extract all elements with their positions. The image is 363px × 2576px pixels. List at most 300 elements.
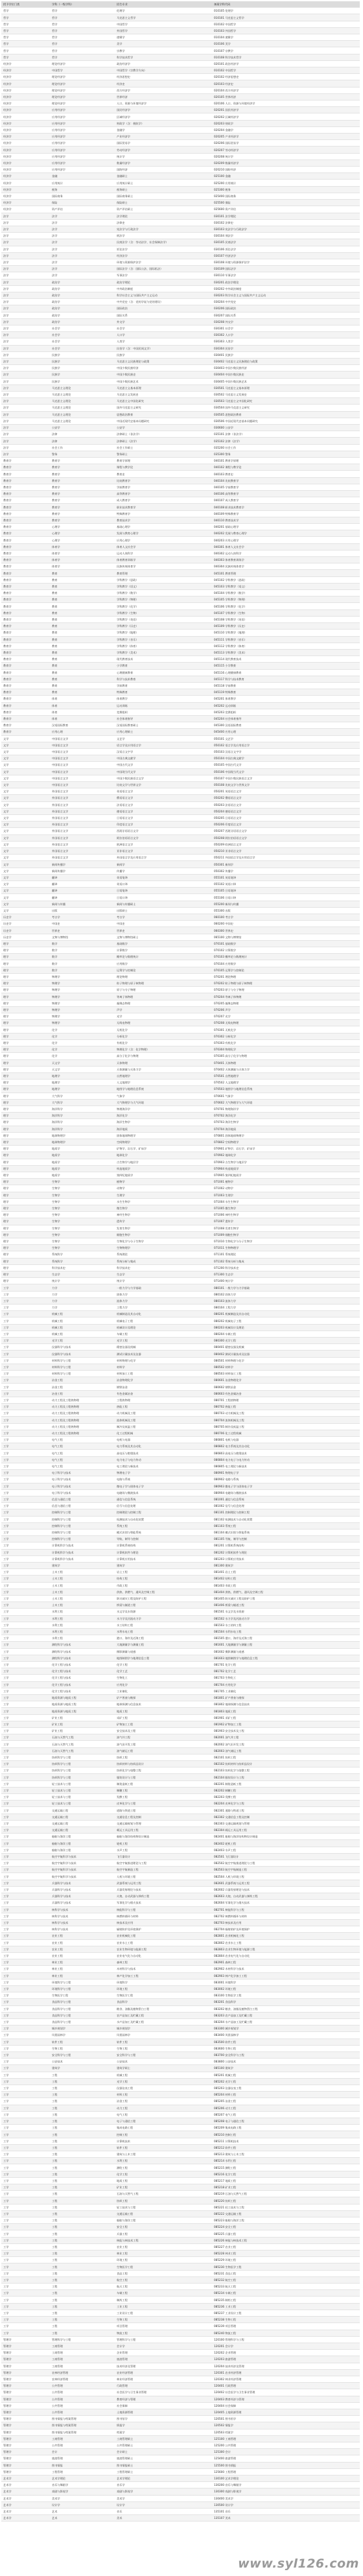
cell-discipline-code: 082902 木材科学与技术 (212, 1966, 360, 1972)
table-row (1, 1020, 360, 1026)
cell-discipline: 光学工程 (50, 1338, 115, 1344)
cell-discipline: 工程 (50, 2303, 115, 2310)
cell-major: 民族传统体育学 (115, 563, 212, 570)
cell-discipline-code: 080904 电磁场与微波技术 (212, 1489, 360, 1496)
cell-degree-category: 工学 (1, 1437, 50, 1443)
table-row (1, 305, 360, 312)
cell-major: 农业生物环境与能源工程 (115, 1946, 212, 1952)
cell-discipline: 天文学 (50, 1066, 115, 1072)
cell-major: 运动人体科学 (115, 550, 212, 556)
cell-major: 逻辑学 (115, 34, 212, 41)
cell-discipline: 矿业工程 (50, 1728, 115, 1734)
cell-degree-category: 理学 (1, 1264, 50, 1271)
cell-degree-category: 教育学 (1, 603, 50, 609)
table-row (1, 1893, 360, 1900)
cell-degree-category: 工学 (1, 1734, 50, 1741)
cell-discipline-code: 082403 水声工程 (212, 1847, 360, 1853)
table-row (1, 1695, 360, 1701)
cell-discipline-code: 010106 美学 (212, 41, 360, 47)
cell-major: 学科教学（化学） (115, 603, 212, 609)
cell-discipline-code: 085212 软件工程 (212, 2144, 360, 2151)
cell-discipline: 电子科学与技术 (50, 1483, 115, 1489)
table-row (1, 1165, 360, 1172)
cell-discipline-code: 030207 国际关系 (212, 312, 360, 318)
cell-major: 国际政治 (115, 305, 212, 312)
cell-discipline: 马克思主义理论 (50, 411, 115, 418)
table-row (1, 279, 360, 285)
cell-discipline-code: 045104 学科教学（数学） (212, 590, 360, 597)
cell-discipline-code: 085231 食品工程 (212, 2270, 360, 2276)
cell-discipline: 物理学 (50, 1000, 115, 1006)
cell-discipline: 航空宇航科学与技术 (50, 1867, 115, 1873)
cell-major: 农业电气化与自动化 (115, 1952, 212, 1959)
cell-major: 生物工程 (115, 2045, 212, 2051)
cell-discipline-code: 045106 学科教学（化学） (212, 603, 360, 609)
cell-discipline: 机械工程 (50, 1324, 115, 1330)
cell-major: 地质工程 (115, 2177, 212, 2184)
cell-discipline: 化学 (50, 1039, 115, 1046)
cell-discipline-code: 081704 应用化学 (212, 1681, 360, 1688)
cell-discipline-code: 070602 大气物理学与大气环境 (212, 1099, 360, 1105)
cell-discipline: 工程 (50, 2144, 115, 2151)
cell-discipline: 民族学 (50, 378, 115, 384)
cell-discipline-code: 050106 中国现当代文学 (212, 768, 360, 775)
cell-discipline: 计算机科学与技术 (50, 1542, 115, 1549)
cell-major: 天体物理 (115, 1059, 212, 1066)
cell-discipline-code: 120404 社会保障 (212, 2402, 360, 2409)
table-row (1, 609, 360, 616)
cell-major: 音乐 (115, 2508, 212, 2514)
cell-major: 航天工程 (115, 2284, 212, 2290)
cell-degree-category: 工学 (1, 2164, 50, 2171)
cell-major: 中共党史（含：党的学说与党的建设） (115, 299, 212, 305)
cell-degree-category: 工学 (1, 2204, 50, 2210)
cell-major: 应用统计硕士 (115, 180, 212, 186)
cell-major: 兵器发射理论与技术 (115, 1886, 212, 1893)
cell-discipline-code: 045204 社会体育指导 (212, 715, 360, 722)
cell-discipline-code: 070502 人文地理学 (212, 1080, 360, 1086)
cell-degree-category: 理学 (1, 973, 50, 980)
table-row (1, 444, 360, 451)
cell-major: 学科教学（历史） (115, 623, 212, 630)
table-row (1, 1132, 360, 1139)
table-row (1, 590, 360, 597)
table-row (1, 1661, 360, 1668)
cell-discipline-code: 085207 电气工程 (212, 2111, 360, 2118)
table-row (1, 2435, 360, 2442)
cell-major: 科学技术哲学 (115, 54, 212, 60)
cell-discipline-code: 081701 化学工程 (212, 1661, 360, 1668)
cell-discipline: 生物学 (50, 1198, 115, 1205)
cell-degree-category: 工学 (1, 1338, 50, 1344)
cell-discipline-code: 085228 林业工程 (212, 2251, 360, 2257)
cell-major: 体育人文社会学 (115, 543, 212, 550)
header-major: 招生专业 (115, 1, 212, 8)
cell-discipline: 公共管理 (50, 2442, 115, 2448)
cell-discipline: 工程 (50, 2171, 115, 2177)
cell-degree-category: 法学 (1, 338, 50, 345)
cell-discipline: 体育学 (50, 543, 115, 550)
cell-discipline: 地理学 (50, 1086, 115, 1093)
table-row (1, 940, 360, 947)
cell-major: 学前教育 (115, 682, 212, 689)
table-row (1, 2118, 360, 2125)
cell-discipline: 地质学 (50, 1165, 115, 1172)
cell-degree-category: 理学 (1, 1152, 50, 1159)
cell-discipline: 生物学 (50, 1218, 115, 1225)
cell-degree-category: 工学 (1, 1496, 50, 1502)
cell-degree-category: 文学 (1, 795, 50, 801)
cell-degree-category: 工学 (1, 1972, 50, 1979)
cell-degree-category: 工学 (1, 1582, 50, 1589)
table-row (1, 451, 360, 457)
cell-degree-category: 工学 (1, 2290, 50, 2297)
table-row (1, 1311, 360, 1318)
cell-discipline-code: 070104 应用数学 (212, 960, 360, 967)
cell-discipline-code: 085219 石油与天然气工程 (212, 2191, 360, 2197)
cell-degree-category: 工学 (1, 2138, 50, 2144)
table-row (1, 312, 360, 318)
cell-discipline: 外国语言文学 (50, 821, 115, 828)
cell-major: 社会体育指导 (115, 715, 212, 722)
cell-discipline: 公共管理 (50, 2389, 115, 2396)
cell-discipline: 教育 (50, 636, 115, 643)
cell-discipline: 工程 (50, 2251, 115, 2257)
table-row (1, 1245, 360, 1251)
table-row (1, 1496, 360, 1502)
cell-major: 材料工程 (115, 2092, 212, 2098)
cell-discipline-code: 085224 安全工程 (212, 2224, 360, 2230)
cell-major: 制药工程 (115, 2297, 212, 2303)
cell-major: 学科教学（美术） (115, 649, 212, 656)
cell-discipline: 应用经济学 (50, 107, 115, 113)
cell-discipline-code: 045113 学科教学（美术） (212, 649, 360, 656)
cell-degree-category: 理学 (1, 1119, 50, 1126)
cell-discipline-code: 071002 动物学 (212, 1185, 360, 1192)
cell-discipline-code: 130500 设计学 (212, 2501, 360, 2508)
cell-degree-category: 文学 (1, 801, 50, 808)
cell-major: 语言学及应用语言学 (115, 742, 212, 748)
cell-major: 林业工程 (115, 2251, 212, 2257)
cell-discipline-code: 083400 风景园林学 (212, 2032, 360, 2038)
cell-discipline-code: 071011 生物物理学 (212, 1245, 360, 1251)
cell-degree-category: 工学 (1, 1371, 50, 1377)
cell-discipline-code: 080503 材料加工工程 (212, 1371, 360, 1377)
cell-degree-category: 经济学 (1, 60, 50, 67)
table-row (1, 266, 360, 272)
cell-major: 应用心理硕士 (115, 729, 212, 735)
cell-discipline: 数学 (50, 967, 115, 973)
table-row (1, 1483, 360, 1489)
cell-major: 检测技术与自动化装置 (115, 1516, 212, 1522)
cell-degree-category: 理学 (1, 1278, 50, 1284)
cell-discipline: 哲学 (50, 14, 115, 21)
cell-discipline-code: 081203 计算机应用技术 (212, 1555, 360, 1562)
cell-discipline: 新闻传播学 (50, 868, 115, 874)
cell-degree-category: 法学 (1, 252, 50, 259)
cell-discipline-code: 082704 辐射防护及环境保护 (212, 1926, 360, 1933)
cell-discipline-code: 045107 学科教学（生物） (212, 609, 360, 616)
cell-degree-category: 工学 (1, 1351, 50, 1357)
cell-discipline-code: 025500 保险 (212, 200, 360, 206)
table-row (1, 2038, 360, 2045)
table-row (1, 960, 360, 967)
table-row (1, 656, 360, 663)
cell-major: 农业经济管理 (115, 2369, 212, 2376)
cell-major: 空间物理学 (115, 1139, 212, 1145)
cell-discipline-code: 055300 出版 (212, 907, 360, 914)
table-row (1, 1853, 360, 1860)
cell-discipline: 政治学 (50, 318, 115, 325)
cell-major: 市政工程 (115, 1582, 212, 1589)
cell-discipline: 土木工程 (50, 1589, 115, 1595)
cell-degree-category: 理学 (1, 1179, 50, 1185)
table-row (1, 332, 360, 338)
cell-discipline: 信息与通信工程 (50, 1503, 115, 1509)
cell-degree-category: 工学 (1, 1291, 50, 1297)
cell-discipline: 地质资源与地质工程 (50, 1695, 115, 1701)
cell-discipline-code: 040109 特殊教育学 (212, 510, 360, 517)
cell-degree-category: 理学 (1, 1139, 50, 1145)
table-row (1, 180, 360, 186)
cell-degree-category: 工学 (1, 2276, 50, 2283)
table-row (1, 1767, 360, 1774)
cell-discipline-code: 045201 体育教学 (212, 696, 360, 702)
table-row (1, 762, 360, 768)
cell-degree-category: 工学 (1, 1576, 50, 1582)
cell-degree-category: 工学 (1, 2072, 50, 2078)
cell-degree-category: 法学 (1, 285, 50, 292)
table-row (1, 14, 360, 21)
table-row (1, 113, 360, 120)
cell-discipline: 理论经济学 (50, 93, 115, 100)
cell-degree-category: 工学 (1, 1794, 50, 1801)
cell-discipline-code: 045300 汉语国际教育 (212, 722, 360, 729)
cell-discipline: 大气科学 (50, 1093, 115, 1099)
cell-discipline-code: 080802 电力系统及其自动化 (212, 1443, 360, 1450)
table-row (1, 411, 360, 418)
table-row (1, 1093, 360, 1099)
cell-discipline-code: 045101 教育管理 (212, 570, 360, 576)
cell-major: 武器系统与运用工程 (115, 1880, 212, 1886)
cell-discipline-code: 070205 凝聚态物理 (212, 1000, 360, 1006)
cell-discipline-code: 070601 气象学 (212, 1093, 360, 1099)
cell-discipline: 图书情报与档案管理 (50, 2422, 115, 2429)
cell-discipline-code: 071010 生物化学与分子生物学 (212, 1238, 360, 1244)
cell-discipline-code: 030405 中国少数民族艺术 (212, 378, 360, 384)
cell-discipline-code: 085201 机械工程 (212, 2072, 360, 2078)
cell-discipline-code: 050205 日语语言文学 (212, 814, 360, 821)
cell-major: 法学理论 (115, 213, 212, 219)
table-row (1, 1569, 360, 1576)
cell-degree-category: 工学 (1, 1728, 50, 1734)
cell-discipline: 应用经济学 (50, 126, 115, 133)
cell-degree-category: 工学 (1, 2144, 50, 2151)
cell-major: 化学工程 (115, 1661, 212, 1668)
cell-degree-category: 工学 (1, 2085, 50, 2091)
cell-discipline-code: 070905 第四纪地质学 (212, 1172, 360, 1178)
cell-degree-category: 经济学 (1, 206, 50, 213)
cell-discipline-code: 030501 马克思主义基本原理 (212, 384, 360, 391)
cell-discipline-code: 030505 思想政治教育 (212, 411, 360, 418)
table-row (1, 729, 360, 735)
cell-discipline-code: 120401 行政管理 (212, 2383, 360, 2389)
table-row (1, 206, 360, 213)
cell-degree-category: 工学 (1, 2270, 50, 2276)
table-row (1, 1787, 360, 1793)
cell-discipline-code: 030107 经济法学 (212, 252, 360, 259)
cell-discipline: 哲学 (50, 47, 115, 54)
cell-discipline-code: 071101 系统理论 (212, 1251, 360, 1258)
cell-discipline-code: 081102 检测技术与自动化装置 (212, 1516, 360, 1522)
cell-major: 结构工程 (115, 1576, 212, 1582)
cell-discipline-code: 085205 冶金工程 (212, 2098, 360, 2105)
cell-discipline: 教育 (50, 682, 115, 689)
cell-discipline-code: 030401 民族学 (212, 351, 360, 358)
cell-degree-category: 工学 (1, 2191, 50, 2197)
cell-discipline: 应用经济学 (50, 147, 115, 153)
cell-major: 桥梁与隧道工程 (115, 1602, 212, 1609)
cell-major: 电力系统及其自动化 (115, 1443, 212, 1450)
cell-discipline: 物理学 (50, 973, 115, 980)
cell-major: 特殊教育学 (115, 510, 212, 517)
cell-discipline: 体育 (50, 702, 115, 709)
cell-discipline: 外国语言文学 (50, 808, 115, 814)
cell-discipline-code: 070801 固体地球物理学 (212, 1132, 360, 1139)
cell-discipline: 政治学 (50, 305, 115, 312)
cell-degree-category: 教育学 (1, 570, 50, 576)
cell-discipline-code: 071006 神经生物学 (212, 1212, 360, 1218)
cell-degree-category: 工学 (1, 1648, 50, 1655)
table-row (1, 1284, 360, 1291)
cell-degree-category: 历史学 (1, 927, 50, 934)
table-row (1, 1456, 360, 1463)
cell-degree-category: 工学 (1, 1893, 50, 1900)
cell-major: 国防经济 (115, 167, 212, 173)
cell-major: 科学社会主义与国际共产主义运动 (115, 292, 212, 298)
table-row (1, 252, 360, 259)
cell-degree-category: 教育学 (1, 530, 50, 537)
cell-discipline: 工程 (50, 2297, 115, 2303)
cell-discipline-code: 050301 新闻学 (212, 861, 360, 868)
cell-discipline: 地球物理学 (50, 1139, 115, 1145)
table-row (1, 636, 360, 643)
cell-discipline: 教育 (50, 583, 115, 589)
table-row (1, 1801, 360, 1807)
cell-major: 机械工程 (115, 2072, 212, 2078)
cell-discipline: 土木工程 (50, 1576, 115, 1582)
cell-discipline: 工程 (50, 2317, 115, 2323)
table-row (1, 1357, 360, 1364)
cell-degree-category: 工学 (1, 1761, 50, 1767)
cell-discipline: 冶金工程 (50, 1377, 115, 1384)
cell-discipline-code: 040304 民族传统体育学 (212, 563, 360, 570)
cell-discipline: 机械工程 (50, 1311, 115, 1318)
cell-discipline-code: 070704 海洋地质 (212, 1126, 360, 1132)
cell-discipline: 应用经济学 (50, 167, 115, 173)
cell-discipline: 轻工技术与工程 (50, 1794, 115, 1801)
cell-discipline-code: 080103 流体力学 (212, 1297, 360, 1304)
cell-discipline-code: 083500 软件工程 (212, 2038, 360, 2045)
table-row (1, 1820, 360, 1826)
cell-discipline: 化学工程与技术 (50, 1675, 115, 1681)
cell-discipline: 哲学 (50, 34, 115, 41)
cell-discipline: 电气工程 (50, 1450, 115, 1456)
table-row (1, 484, 360, 490)
cell-discipline: 信息与通信工程 (50, 1496, 115, 1502)
cell-discipline: 石油与天然气工程 (50, 1741, 115, 1747)
cell-discipline: 航空宇航科学与技术 (50, 1860, 115, 1867)
cell-discipline-code: 070102 计算数学 (212, 947, 360, 954)
cell-discipline-code: 082401 船舶与海洋结构物设计制造 (212, 1834, 360, 1840)
cell-discipline-code: 045203 竞赛组织 (212, 709, 360, 715)
cell-discipline-code: 120501 图书馆学 (212, 2416, 360, 2422)
cell-discipline-code: 071009 细胞生物学 (212, 1231, 360, 1238)
table-row (1, 954, 360, 960)
table-row (1, 1595, 360, 1601)
cell-discipline-code: 125400 旅游管理 (212, 2455, 360, 2462)
cell-degree-category: 工学 (1, 1357, 50, 1364)
cell-major: 俄语语言文学 (115, 795, 212, 801)
cell-discipline-code: 065100 文物与博物馆 (212, 934, 360, 940)
table-row (1, 1489, 360, 1496)
table-row (1, 2356, 360, 2363)
cell-major: 遗传学 (115, 1218, 212, 1225)
cell-degree-category: 哲学 (1, 47, 50, 54)
cell-degree-category: 理学 (1, 1105, 50, 1112)
cell-discipline-code: 040102 课程与教学论 (212, 464, 360, 471)
cell-discipline-code: 050204 德语语言文学 (212, 808, 360, 814)
cell-discipline: 控制科学与工程 (50, 1522, 115, 1529)
cell-discipline: 机械工程 (50, 1318, 115, 1324)
cell-major: 工程管理硕士 (115, 2468, 212, 2475)
cell-major: 国际关系 (115, 312, 212, 318)
cell-discipline: 工程 (50, 2270, 115, 2276)
table-row (1, 1417, 360, 1423)
cell-discipline: 力学 (50, 1297, 115, 1304)
cell-discipline-code: 040201 基础心理学 (212, 524, 360, 530)
cell-discipline: 船舶与海洋工程 (50, 1847, 115, 1853)
cell-major: 第四纪地质学 (115, 1172, 212, 1178)
cell-major: 粮食、油脂及植物蛋白工程 (115, 2005, 212, 2012)
cell-discipline-code: 070207 光学 (212, 1013, 360, 1020)
cell-discipline: 化学 (50, 1033, 115, 1039)
cell-discipline: 法律 (50, 438, 115, 444)
cell-major: 马克思主义基本原理 (115, 384, 212, 391)
table-row (1, 1807, 360, 1814)
cell-degree-category: 工学 (1, 1913, 50, 1919)
cell-discipline: 工程 (50, 2151, 115, 2158)
cell-major: 地球探测与信息技术 (115, 1701, 212, 1708)
cell-major: 物理电子学 (115, 1470, 212, 1476)
cell-major: 马克思主义中国化研究 (115, 398, 212, 405)
cell-discipline: 控制科学与工程 (50, 1509, 115, 1516)
cell-discipline: 测绘科学与技术 (50, 1655, 115, 1661)
cell-degree-category: 哲学 (1, 54, 50, 60)
cell-discipline: 马克思主义理论 (50, 384, 115, 391)
cell-discipline: 物理学 (50, 1020, 115, 1026)
cell-major: 飞行器设计 (115, 1853, 212, 1860)
cell-discipline-code: 040302 运动人体科学 (212, 550, 360, 556)
cell-discipline: 核科学与技术 (50, 1919, 115, 1926)
cell-discipline: 化学工程与技术 (50, 1661, 115, 1668)
cell-discipline-code: 030504 国外马克思主义研究 (212, 405, 360, 411)
cell-discipline: 民族学 (50, 351, 115, 358)
cell-degree-category: 工学 (1, 2197, 50, 2204)
cell-discipline: 工程 (50, 2158, 115, 2164)
table-row (1, 391, 360, 397)
cell-degree-category: 工学 (1, 1688, 50, 1694)
